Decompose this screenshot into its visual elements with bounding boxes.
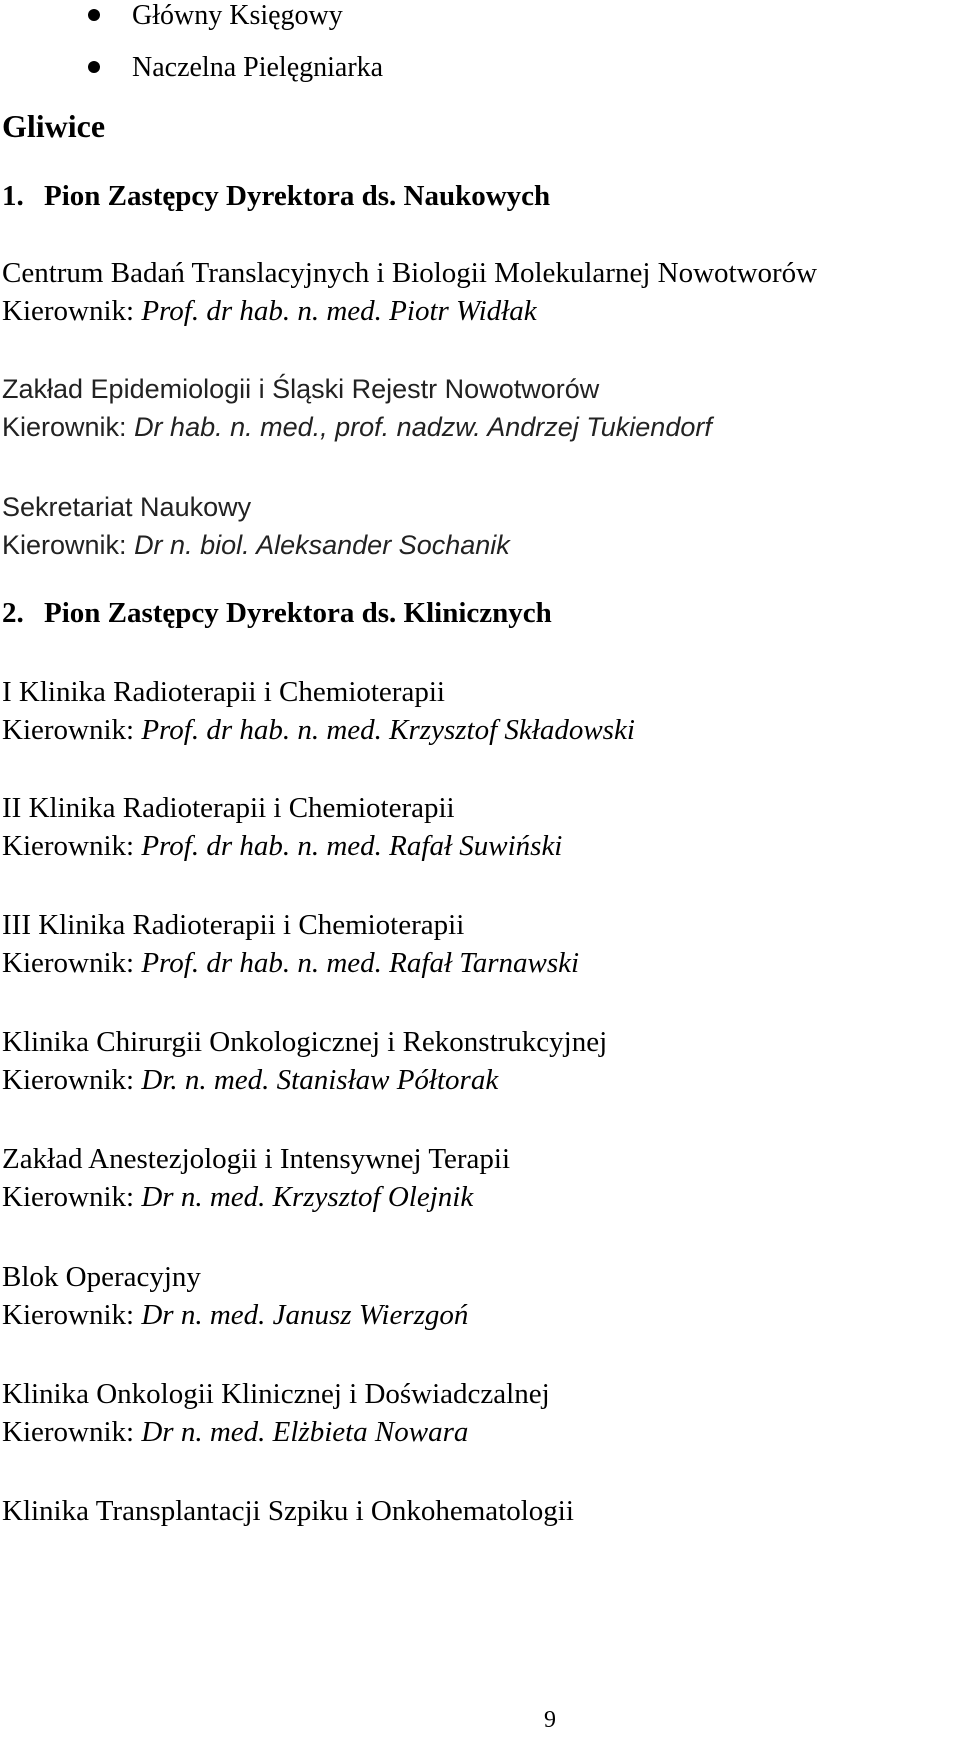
section-heading <box>2 596 552 630</box>
unit-entry <box>2 1375 550 1451</box>
section-number: 2. <box>2 597 24 629</box>
section-title: Pion Zastępcy Dyrektora ds. Klinicznych <box>44 597 552 629</box>
unit-head <box>2 944 579 982</box>
bullet-icon <box>88 9 100 21</box>
head-person: Dr n. biol. Aleksander Sochanik <box>134 530 510 560</box>
unit-name: Zakład Epidemiologii i Śląski Rejestr Nowotworów <box>2 374 600 404</box>
head-label: Kierownik: <box>2 412 127 442</box>
head-person: Dr. n. med. Stanisław Półtorak <box>141 1064 499 1096</box>
head-label: Kierownik: <box>2 714 135 746</box>
unit-name: I Klinika Radioterapii i Chemioterapii <box>2 676 445 708</box>
head-label: Kierownik: <box>2 530 127 560</box>
unit-head <box>2 711 635 749</box>
unit-head <box>2 1061 607 1099</box>
unit-entry <box>2 906 579 982</box>
section-number: 1. <box>2 180 24 212</box>
head-label: Kierownik: <box>2 1299 135 1331</box>
head-person: Prof. dr hab. n. med. Rafał Tarnawski <box>141 947 580 979</box>
unit-head <box>2 292 817 330</box>
unit-name: Klinika Chirurgii Onkologicznej i Rekonstrukcyjnej <box>2 1026 608 1058</box>
section-heading <box>2 179 550 213</box>
head-label: Kierownik: <box>2 947 135 979</box>
unit-head <box>2 526 510 564</box>
head-person: Dr n. med. Janusz Wierzgoń <box>141 1299 469 1331</box>
unit-name: Centrum Badań Translacyjnych i Biologii Molekularnej Nowotworów <box>2 257 818 289</box>
unit-entry <box>2 789 562 865</box>
head-person: Dr n. med. Elżbieta Nowara <box>141 1416 469 1448</box>
city-heading: Gliwice <box>2 108 106 144</box>
page-number: 9 <box>544 1707 556 1733</box>
unit-entry <box>2 1140 510 1216</box>
head-person: Dr hab. n. med., prof. nadzw. Andrzej Tukiendorf <box>134 412 712 442</box>
unit-entry <box>2 370 712 446</box>
unit-head <box>2 1413 550 1451</box>
bullet-text: Naczelna Pielęgniarka <box>132 52 384 83</box>
head-label: Kierownik: <box>2 1181 135 1213</box>
unit-head <box>2 827 562 865</box>
head-label: Kierownik: <box>2 295 135 327</box>
unit-entry <box>2 673 635 749</box>
section-title: Pion Zastępcy Dyrektora ds. Naukowych <box>44 180 551 212</box>
unit-entry <box>2 488 510 564</box>
head-person: Prof. dr hab. n. med. Krzysztof Składowski <box>141 714 635 746</box>
unit-head <box>2 408 712 446</box>
head-label: Kierownik: <box>2 830 135 862</box>
unit-head <box>2 1296 468 1334</box>
bullet-icon <box>88 61 100 73</box>
unit-entry <box>2 1023 607 1099</box>
unit-name: Klinika Transplantacji Szpiku i Onkohematologii <box>2 1495 574 1527</box>
unit-name: Klinika Onkologii Klinicznej i Doświadczalnej <box>2 1378 550 1410</box>
head-label: Kierownik: <box>2 1064 135 1096</box>
unit-entry <box>2 1492 574 1530</box>
unit-name: III Klinika Radioterapii i Chemioterapii <box>2 909 465 941</box>
unit-name: Zakład Anestezjologii i Intensywnej Terapii <box>2 1143 511 1175</box>
unit-name: II Klinika Radioterapii i Chemioterapii <box>2 792 455 824</box>
unit-head <box>2 1178 510 1216</box>
unit-entry <box>2 1258 468 1334</box>
head-person: Prof. dr hab. n. med. Piotr Widłak <box>141 295 537 327</box>
head-person: Dr n. med. Krzysztof Olejnik <box>141 1181 474 1213</box>
unit-entry <box>2 254 817 330</box>
head-label: Kierownik: <box>2 1416 135 1448</box>
head-person: Prof. dr hab. n. med. Rafał Suwiński <box>141 830 563 862</box>
unit-name: Blok Operacyjny <box>2 1261 201 1293</box>
unit-name: Sekretariat Naukowy <box>2 492 252 522</box>
bullet-text: Główny Księgowy <box>132 0 343 31</box>
